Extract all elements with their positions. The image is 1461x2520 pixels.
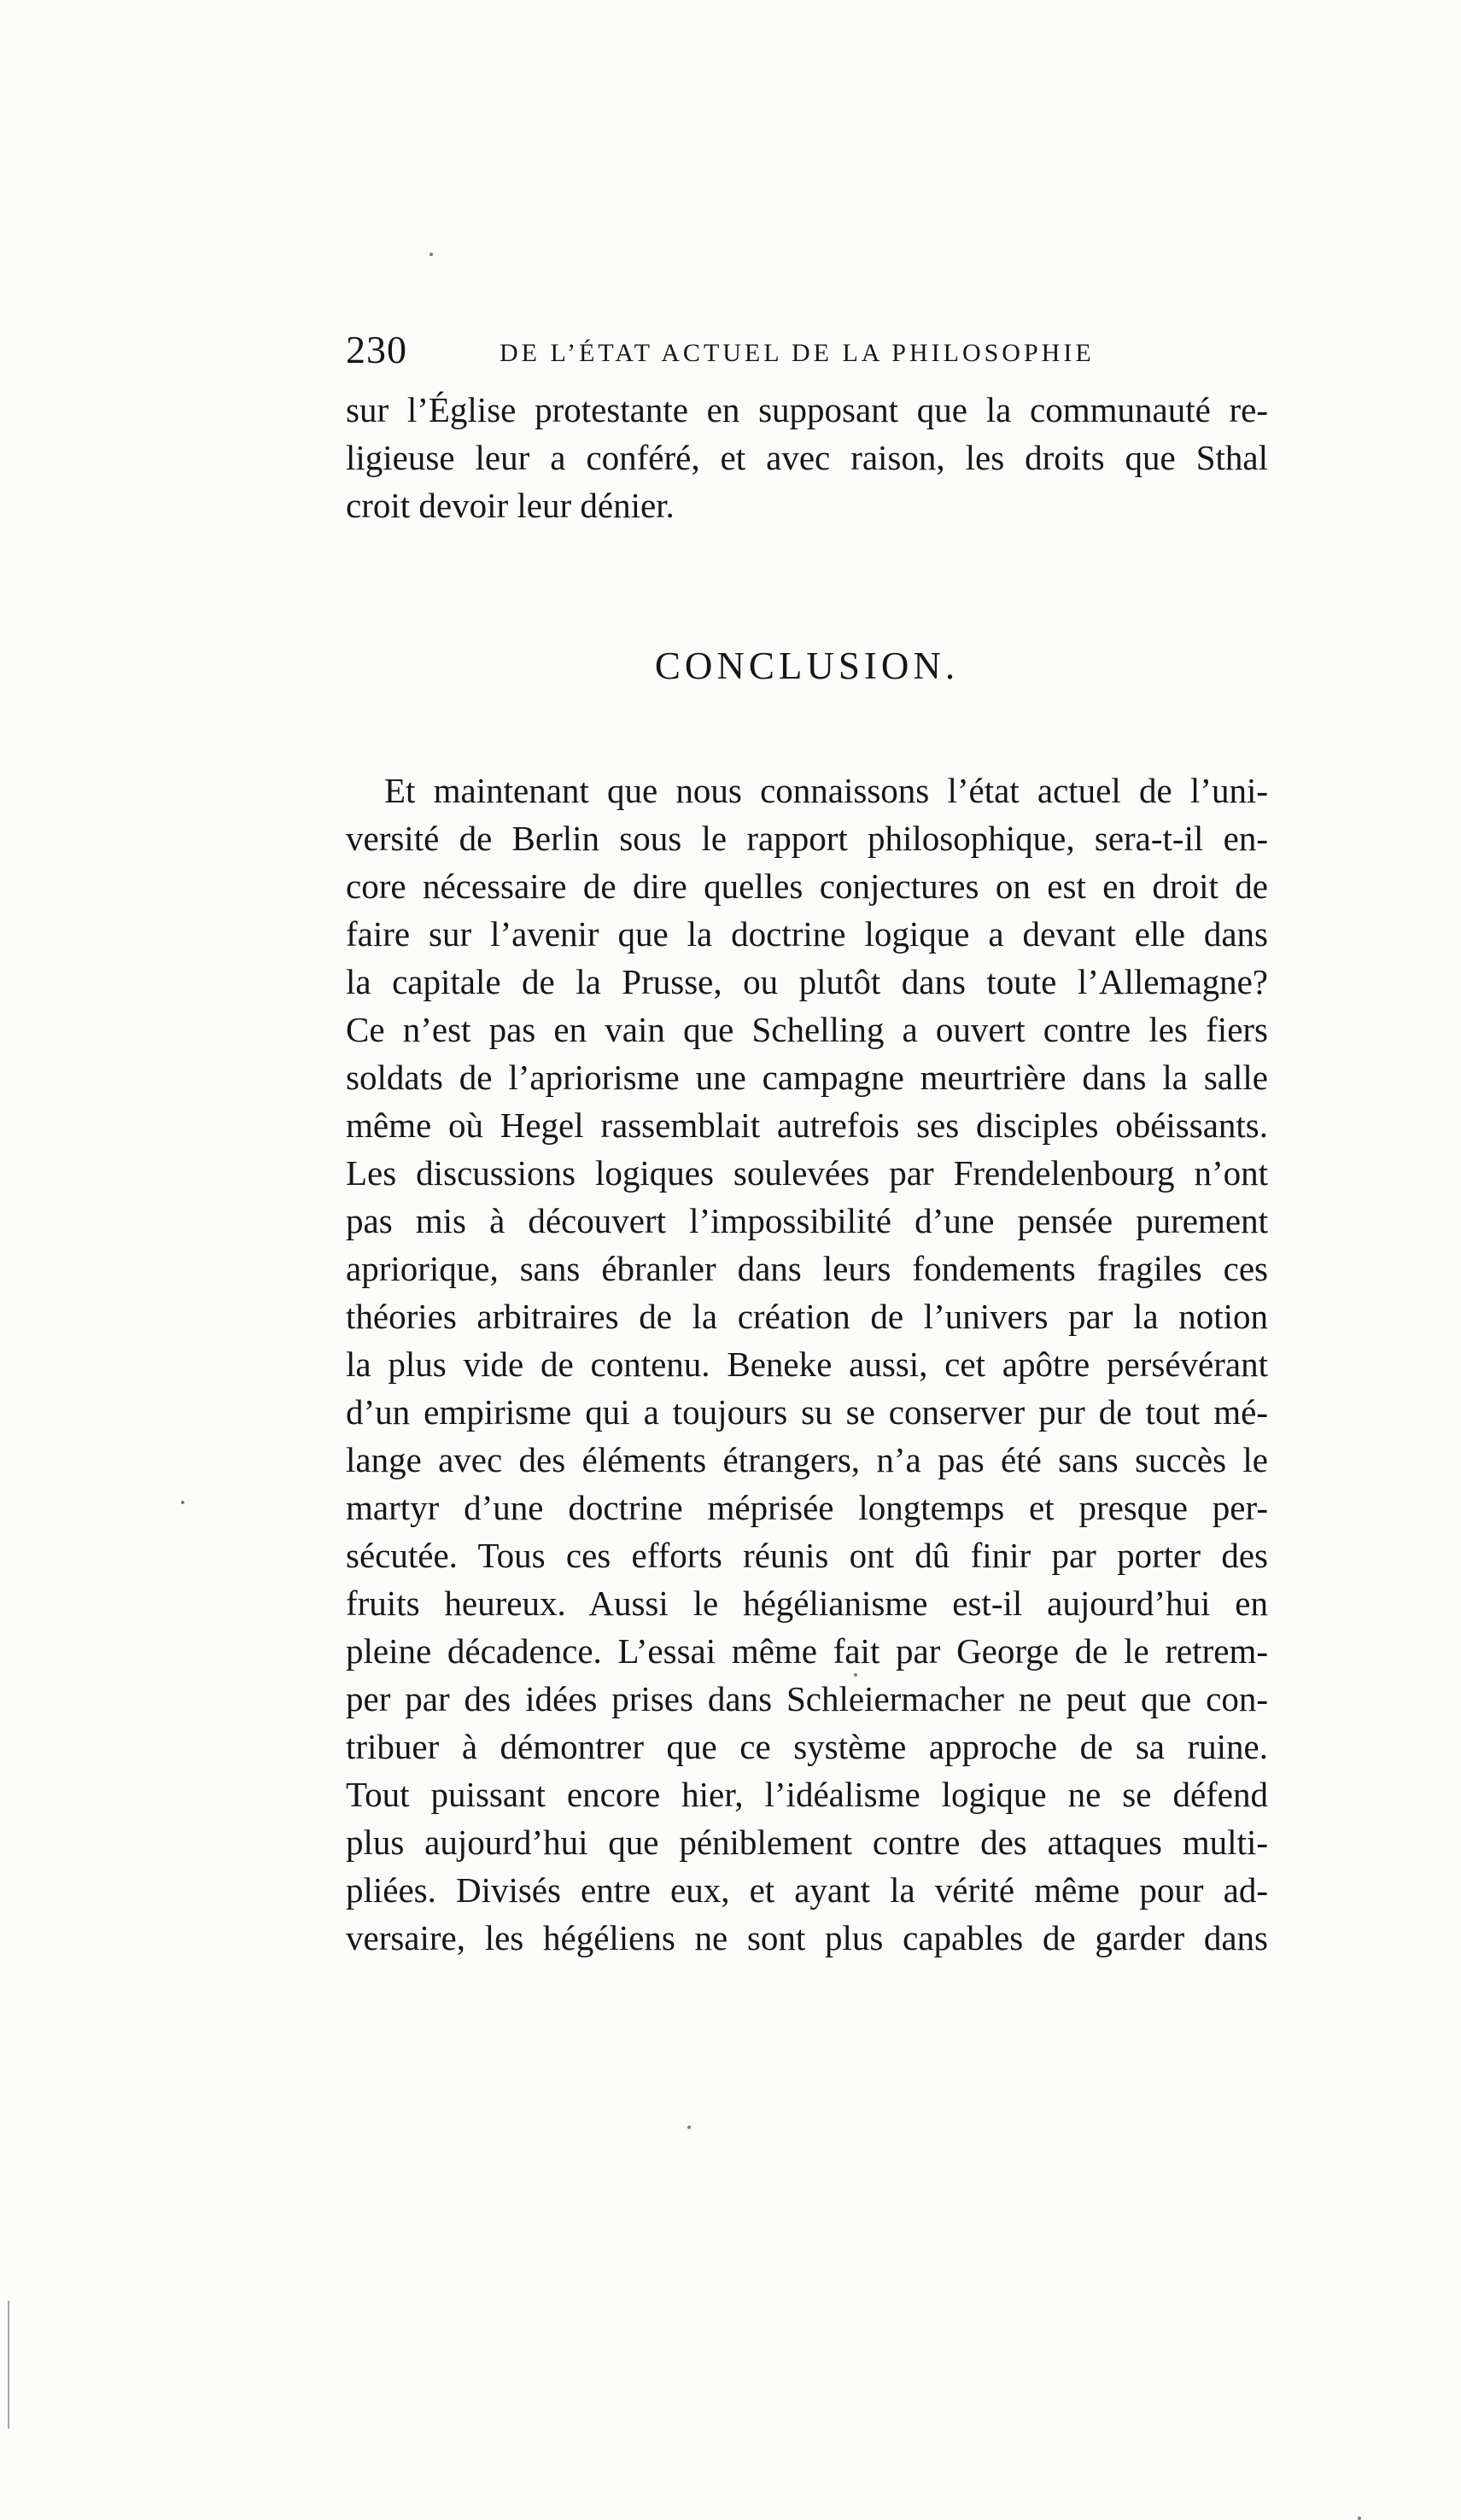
running-header bbox=[346, 324, 1268, 376]
body-line: pas mis à découvert l’impossibilité d’une pensée purement bbox=[346, 1201, 1268, 1240]
body-line: lange avec des éléments étrangers, n’a pas été sans succès le bbox=[346, 1440, 1268, 1479]
scan-speck bbox=[430, 253, 433, 256]
body-line: tribuer à démontrer que ce système approche de sa ruine. bbox=[346, 1727, 1268, 1766]
scan-edge-mark bbox=[8, 2301, 9, 2429]
body-line: sécutée. Tous ces efforts réunis ont dû finir par porter des bbox=[346, 1536, 1268, 1575]
body-line: Les discussions logiques soulevées par Frendelenbourg n’ont bbox=[346, 1153, 1268, 1193]
scan-speck bbox=[181, 1501, 184, 1504]
body-line: Et maintenant que nous connaissons l’état actuel de l’uni- bbox=[384, 771, 1268, 810]
scan-speck bbox=[687, 2126, 691, 2129]
body-line: d’un empirisme qui a toujours su se conserver pur de tout mé- bbox=[346, 1392, 1268, 1432]
body-line: versaire, les hégéliens ne sont plus capables de garder dans bbox=[346, 1918, 1268, 1957]
body-line: Tout puissant encore hier, l’idéalisme logique ne se défend bbox=[346, 1775, 1268, 1814]
body-line: même où Hegel rassemblait autrefois ses disciples obéissants. bbox=[346, 1105, 1268, 1145]
body-line: théories arbitraires de la création de l’univers par la notion bbox=[346, 1297, 1268, 1336]
body-line: Ce n’est pas en vain que Schelling a ouvert contre les fiers bbox=[346, 1010, 1268, 1049]
body-line: plus aujourd’hui que péniblement contre des attaques multi- bbox=[346, 1823, 1268, 1862]
body-line: martyr d’une doctrine méprisée longtemps et presque per- bbox=[346, 1488, 1268, 1527]
body-line: versité de Berlin sous le rapport philosophique, sera-t-il en- bbox=[346, 819, 1268, 858]
running-title: DE L’ÉTAT ACTUEL DE LA PHILOSOPHIE bbox=[500, 339, 1095, 367]
body-line: apriorique, sans ébranler dans leurs fondements fragiles ces bbox=[346, 1249, 1268, 1288]
body-line: soldats de l’apriorisme une campagne meurtrière dans la salle bbox=[346, 1058, 1268, 1097]
body-line: faire sur l’avenir que la doctrine logique a devant elle dans bbox=[346, 914, 1268, 954]
body-line: la capitale de la Prusse, ou plutôt dans toute l’Allemagne? bbox=[346, 962, 1268, 1001]
intro-line: sur l’Église protestante en supposant que la communauté re- bbox=[346, 390, 1268, 429]
page-number: 230 bbox=[346, 328, 407, 371]
body-line: pleine décadence. L’essai même fait par George de le retrem- bbox=[346, 1631, 1268, 1671]
body-line: per par des idées prises dans Schleiermacher ne peut que con- bbox=[346, 1679, 1268, 1718]
intro-line: ligieuse leur a conféré, et avec raison, les droits que Sthal bbox=[346, 438, 1268, 477]
scan-speck bbox=[1358, 2517, 1361, 2520]
section-heading: CONCLUSION. bbox=[654, 645, 960, 687]
body-line: fruits heureux. Aussi le hégélianisme est-il aujourd’hui en bbox=[346, 1584, 1268, 1623]
scan-speck bbox=[854, 1673, 857, 1677]
body-line: pliées. Divisés entre eux, et ayant la vérité même pour ad- bbox=[346, 1870, 1268, 1910]
body-line: la plus vide de contenu. Beneke aussi, cet apôtre persévérant bbox=[346, 1345, 1268, 1384]
body-line: core nécessaire de dire quelles conjectures on est en droit de bbox=[346, 866, 1268, 906]
intro-line: croit devoir leur dénier. bbox=[346, 486, 675, 525]
